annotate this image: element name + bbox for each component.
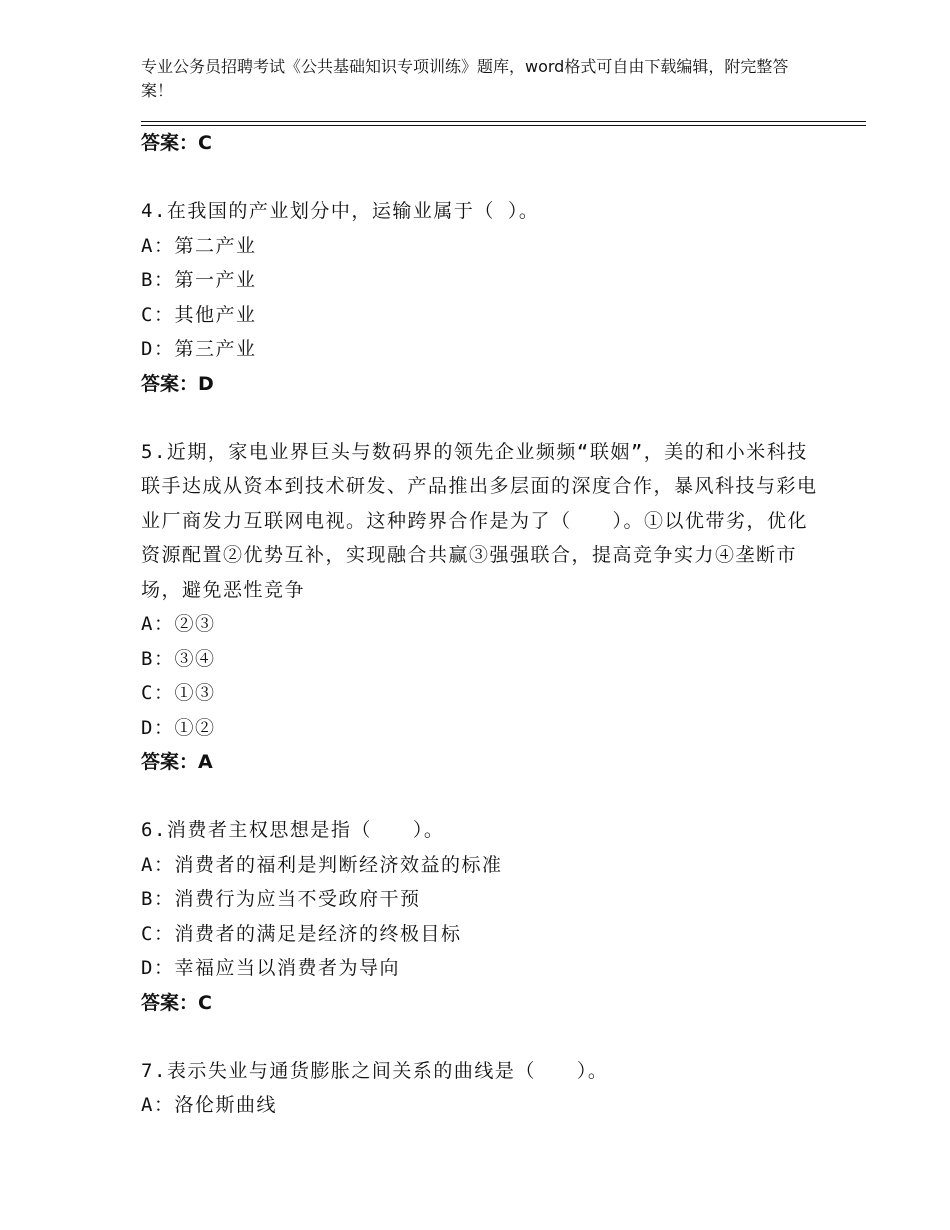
option-b: B：消费行为应当不受政府干预 <box>141 888 421 910</box>
answer-label: 答案：A <box>141 751 213 773</box>
question-4 <box>141 194 821 401</box>
option-c: C：①③ <box>141 682 216 704</box>
answer-label: 答案：D <box>141 372 214 395</box>
option-b: B：第一产业 <box>141 269 257 291</box>
answer-label: 答案：C <box>141 991 212 1014</box>
option-a: A：消费者的福利是判断经济效益的标准 <box>141 853 503 876</box>
question-stem: 5.近期，家电业界巨头与数码界的领先企业频频“联姻”，美的和小米科技联手达成从资本到技术研发、产品推出多层面的深度合作，暴风科技与彩电业厂商发力互联网电视。这种跨界合作是为了（ ）。①以优带劣，优化资源配置②优势互补，实现融合共赢③强强联合，提高竞争实力④垄断市场，避免恶性竞争 <box>141 440 818 601</box>
option-c: C：消费者的满足是经济的终极目标 <box>141 922 462 945</box>
question-stem: 6.消费者主权思想是指（ ）。 <box>141 819 445 841</box>
option-b: B：③④ <box>141 647 216 670</box>
option-d: D：幸福应当以消费者为导向 <box>141 957 400 979</box>
question-list <box>141 125 821 1123</box>
question-5 <box>141 435 821 780</box>
option-d: D：①② <box>141 716 216 739</box>
header-rule-top <box>141 121 866 122</box>
option-a: A：第二产业 <box>141 234 257 257</box>
option-a: A：②③ <box>141 613 216 635</box>
question-stem: 7.表示失业与通货膨胀之间关系的曲线是（ ）。 <box>141 1059 609 1082</box>
question-stem: 4.在我国的产业划分中，运输业属于（ ）。 <box>141 200 540 222</box>
question-6 <box>141 813 821 1020</box>
answer-label: 答案：C <box>141 132 212 154</box>
page-header: 专业公务员招聘考试《公共基础知识专项训练》题库，word格式可自由下载编辑，附完整答案！ <box>141 57 789 100</box>
option-a: A：洛伦斯曲线 <box>141 1094 277 1116</box>
option-c: C：其他产业 <box>141 303 257 326</box>
option-d: D：第三产业 <box>141 338 257 360</box>
question-7 <box>141 1054 821 1123</box>
